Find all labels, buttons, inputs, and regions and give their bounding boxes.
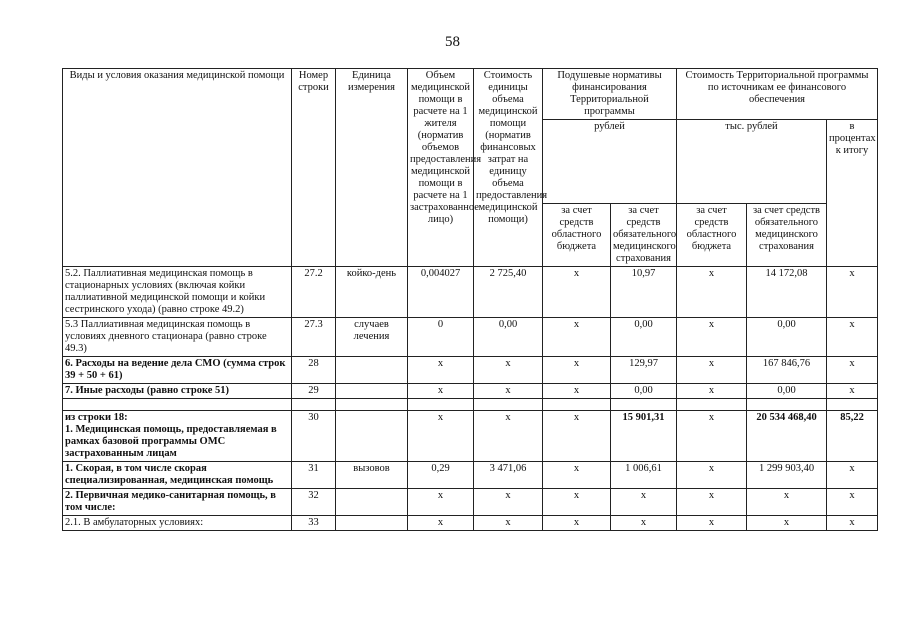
- spacer-cell: [292, 399, 336, 411]
- row-cost: x: [474, 489, 543, 516]
- spacer-cell: [408, 399, 474, 411]
- row-number: 27.3: [292, 318, 336, 357]
- table-row: [63, 516, 878, 531]
- row-total-oms: x: [747, 489, 827, 516]
- row-pc-oms: 0,00: [611, 318, 677, 357]
- header-row-1: [63, 69, 878, 120]
- header-cost: Стоимость единицы объема медицинской помощи (норматив финансовых затрат на единицу объема предоставления медицинской помощи): [474, 69, 543, 267]
- table-row: [63, 384, 878, 399]
- spacer-cell: [827, 399, 878, 411]
- header-row-number: Номер строки: [292, 69, 336, 267]
- financing-table: [62, 68, 878, 531]
- row-cost: x: [474, 384, 543, 399]
- row-percent: x: [827, 516, 878, 531]
- page-number: 58: [445, 34, 460, 50]
- spacer-cell: [474, 399, 543, 411]
- row-pc-regional: x: [543, 489, 611, 516]
- row-unit: койко-день: [336, 267, 408, 318]
- table-row: [63, 357, 878, 384]
- row-unit: [336, 516, 408, 531]
- row-volume: 0,004027: [408, 267, 474, 318]
- row-volume: 0: [408, 318, 474, 357]
- row-total-regional: x: [677, 318, 747, 357]
- spacer-cell: [611, 399, 677, 411]
- table-row: [63, 411, 878, 462]
- row-number: 31: [292, 462, 336, 489]
- row-total-oms: x: [747, 516, 827, 531]
- row-total-regional: x: [677, 411, 747, 462]
- header-unit-rub: рублей: [543, 120, 677, 204]
- row-total-regional: x: [677, 462, 747, 489]
- row-volume: 0,29: [408, 462, 474, 489]
- row-number: 33: [292, 516, 336, 531]
- row-unit: случаев лечения: [336, 318, 408, 357]
- spacer-row: [63, 399, 878, 411]
- row-unit: [336, 357, 408, 384]
- spacer-cell: [677, 399, 747, 411]
- row-pc-oms: x: [611, 489, 677, 516]
- spacer-cell: [543, 399, 611, 411]
- row-pc-oms: 0,00: [611, 384, 677, 399]
- row-description: 5.2. Паллиативная медицинская помощь в стационарных условиях (включая койки паллиативной медицинской помощи и койки сестринского ухода) (равно строке 49.2): [63, 267, 292, 318]
- spacer-cell: [747, 399, 827, 411]
- row-total-regional: x: [677, 267, 747, 318]
- row-number: 32: [292, 489, 336, 516]
- row-percent: x: [827, 462, 878, 489]
- row-volume: x: [408, 489, 474, 516]
- table-row: [63, 318, 878, 357]
- header-type: Виды и условия оказания медицинской помощи: [63, 69, 292, 267]
- header-total-regional: за счет средств областного бюджета: [677, 204, 747, 267]
- row-total-oms: 20 534 468,40: [747, 411, 827, 462]
- row-pc-regional: x: [543, 384, 611, 399]
- row-total-regional: x: [677, 357, 747, 384]
- row-cost: 0,00: [474, 318, 543, 357]
- row-total-oms: 0,00: [747, 384, 827, 399]
- table-row: [63, 489, 878, 516]
- row-number: 28: [292, 357, 336, 384]
- row-pc-oms: 15 901,31: [611, 411, 677, 462]
- row-description: из строки 18: 1. Медицинская помощь, предоставляемая в рамках базовой программы ОМС застрахованным лицам: [63, 411, 292, 462]
- header-unit: Единица измерения: [336, 69, 408, 267]
- header-per-capita: Подушевые нормативы финансирования Территориальной программы: [543, 69, 677, 120]
- row-percent: x: [827, 384, 878, 399]
- row-total-regional: x: [677, 516, 747, 531]
- row-volume: x: [408, 516, 474, 531]
- header-total-cost: Стоимость Территориальной программы по источникам ее финансового обеспечения: [677, 69, 878, 120]
- row-pc-regional: x: [543, 267, 611, 318]
- row-pc-oms: 129,97: [611, 357, 677, 384]
- row-volume: x: [408, 411, 474, 462]
- row-unit: вызовов: [336, 462, 408, 489]
- row-cost: 3 471,06: [474, 462, 543, 489]
- row-total-oms: 0,00: [747, 318, 827, 357]
- row-percent: x: [827, 357, 878, 384]
- spacer-cell: [336, 399, 408, 411]
- row-pc-oms: x: [611, 516, 677, 531]
- row-description: 1. Скорая, в том числе скорая специализированная, медицинская помощь: [63, 462, 292, 489]
- header-total-oms: за счет средств обязательного медицинского страхования: [747, 204, 827, 267]
- row-percent: x: [827, 318, 878, 357]
- header-pc-regional: за счет средств областного бюджета: [543, 204, 611, 267]
- table-row: [63, 462, 878, 489]
- row-unit: [336, 384, 408, 399]
- row-pc-oms: 1 006,61: [611, 462, 677, 489]
- row-cost: 2 725,40: [474, 267, 543, 318]
- row-description: 7. Иные расходы (равно строке 51): [63, 384, 292, 399]
- row-number: 27.2: [292, 267, 336, 318]
- row-percent: x: [827, 489, 878, 516]
- row-unit: [336, 411, 408, 462]
- row-cost: x: [474, 411, 543, 462]
- row-percent: x: [827, 267, 878, 318]
- row-total-oms: 167 846,76: [747, 357, 827, 384]
- header-pc-oms: за счет средств обязательного медицинского страхования: [611, 204, 677, 267]
- row-pc-regional: x: [543, 516, 611, 531]
- row-pc-regional: x: [543, 357, 611, 384]
- row-number: 29: [292, 384, 336, 399]
- header-unit-thousand-rub: тыс. рублей: [677, 120, 827, 204]
- row-total-regional: x: [677, 384, 747, 399]
- header-percent: в процентах к итогу: [827, 120, 878, 267]
- row-description: 2.1. В амбулаторных условиях:: [63, 516, 292, 531]
- table-row: [63, 267, 878, 318]
- row-total-oms: 1 299 903,40: [747, 462, 827, 489]
- row-cost: x: [474, 357, 543, 384]
- row-pc-regional: x: [543, 411, 611, 462]
- row-pc-regional: x: [543, 462, 611, 489]
- row-number: 30: [292, 411, 336, 462]
- row-unit: [336, 489, 408, 516]
- row-description: 2. Первичная медико-санитарная помощь, в том числе:: [63, 489, 292, 516]
- spacer-cell: [63, 399, 292, 411]
- row-description: 5.3 Паллиативная медицинская помощь в условиях дневного стационара (равно строке 49.3): [63, 318, 292, 357]
- row-percent: 85,22: [827, 411, 878, 462]
- header-volume: Объем медицинской помощи в расчете на 1 жителя (норматив объемов предоставления медицинской помощи в расчете на 1 застрахованное лицо): [408, 69, 474, 267]
- row-volume: x: [408, 384, 474, 399]
- row-total-oms: 14 172,08: [747, 267, 827, 318]
- row-cost: x: [474, 516, 543, 531]
- row-pc-regional: x: [543, 318, 611, 357]
- row-description: 6. Расходы на ведение дела СМО (сумма строк 39 + 50 + 61): [63, 357, 292, 384]
- row-volume: x: [408, 357, 474, 384]
- row-total-regional: x: [677, 489, 747, 516]
- row-pc-oms: 10,97: [611, 267, 677, 318]
